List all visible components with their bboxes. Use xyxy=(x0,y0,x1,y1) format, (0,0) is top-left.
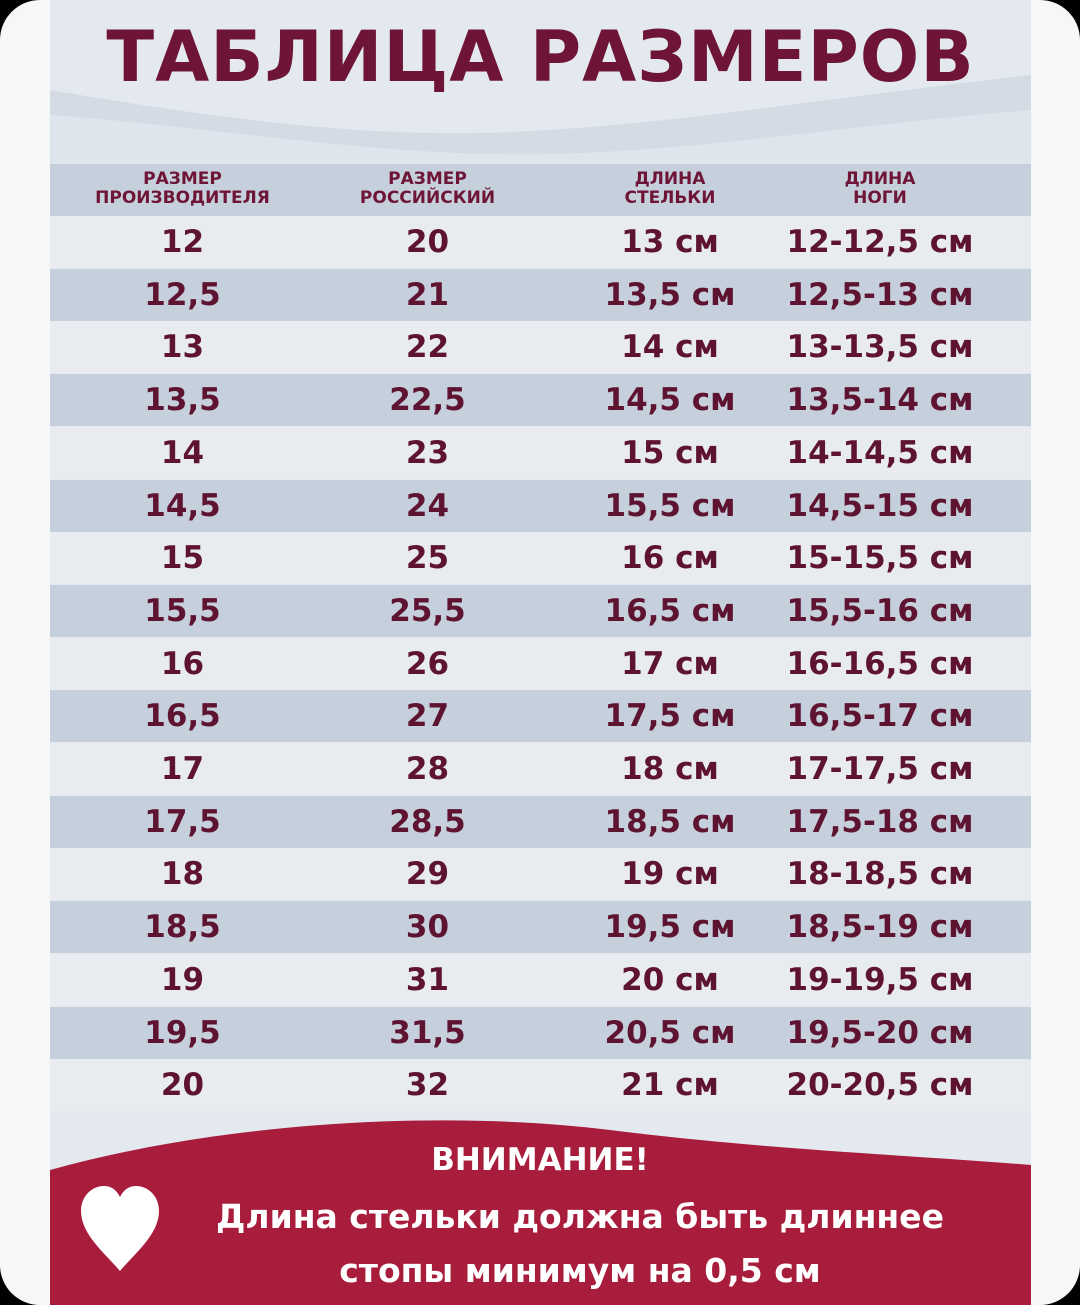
cell-manufacturer-size: 15,5 xyxy=(144,592,221,629)
cell-manufacturer-size: 15 xyxy=(160,540,205,577)
cell-manufacturer-size: 13 xyxy=(160,329,205,366)
cell-russian-size: 25,5 xyxy=(389,592,466,629)
cell-insole-length: 20,5 см xyxy=(604,1014,736,1051)
cell-insole-length: 13,5 см xyxy=(604,276,736,313)
cell-manufacturer-size: 14,5 xyxy=(144,487,221,524)
cell-russian-size: 31,5 xyxy=(389,1014,466,1051)
notice-line-2: стопы минимум на 0,5 см xyxy=(339,1251,821,1290)
table-row xyxy=(50,321,1031,373)
cell-manufacturer-size: 16 xyxy=(160,645,205,682)
table-row xyxy=(50,216,1031,268)
cell-foot-length: 15-15,5 см xyxy=(786,540,974,577)
cell-manufacturer-size: 17 xyxy=(160,751,205,787)
cell-foot-length: 14-14,5 см xyxy=(786,434,974,471)
cell-russian-size: 28 xyxy=(405,751,450,787)
table-row xyxy=(50,690,1031,742)
cell-manufacturer-size: 18,5 xyxy=(144,909,221,946)
cell-foot-length: 18-18,5 см xyxy=(786,856,974,893)
cell-russian-size: 27 xyxy=(405,698,450,735)
cell-insole-length: 21 см xyxy=(621,1067,719,1104)
notice-text xyxy=(160,1190,1000,1298)
table-row xyxy=(50,374,1031,426)
cell-manufacturer-size: 18 xyxy=(160,856,205,893)
cell-insole-length: 17 см xyxy=(621,645,719,682)
header-foot-length: ДЛИНА НОГИ xyxy=(844,169,916,208)
cell-russian-size: 24 xyxy=(405,487,450,524)
table-row xyxy=(50,585,1031,637)
cell-russian-size: 22 xyxy=(405,329,450,366)
table-row xyxy=(50,743,1031,795)
table-row xyxy=(50,1007,1031,1059)
cell-manufacturer-size: 12,5 xyxy=(144,276,221,313)
header-russian-size: РАЗМЕР РОССИЙСКИЙ xyxy=(359,169,496,208)
cell-foot-length: 13,5-14 см xyxy=(786,382,974,419)
table-row xyxy=(50,848,1031,900)
cell-insole-length: 19 см xyxy=(621,856,719,893)
cell-insole-length: 19,5 см xyxy=(604,909,736,946)
cell-insole-length: 18,5 см xyxy=(604,803,736,840)
table-row xyxy=(50,480,1031,532)
cell-foot-length: 12-12,5 см xyxy=(786,224,974,260)
cell-russian-size: 29 xyxy=(405,856,450,893)
cell-foot-length: 13-13,5 см xyxy=(786,329,974,366)
cell-foot-length: 19,5-20 см xyxy=(786,1014,974,1051)
cell-foot-length: 17-17,5 см xyxy=(786,751,974,787)
cell-foot-length: 15,5-16 см xyxy=(786,592,974,629)
cell-insole-length: 13 см xyxy=(621,224,719,260)
cell-russian-size: 22,5 xyxy=(389,382,466,419)
table-row xyxy=(50,901,1031,953)
size-chart-sheet xyxy=(50,0,1031,1305)
cell-insole-length: 14 см xyxy=(621,329,719,366)
notice-heading: ВНИМАНИЕ! xyxy=(431,1142,649,1178)
header-insole-length: ДЛИНА СТЕЛЬКИ xyxy=(624,169,716,208)
cell-insole-length: 18 см xyxy=(621,751,719,787)
cell-russian-size: 26 xyxy=(405,645,450,682)
cell-russian-size: 21 xyxy=(405,276,450,313)
cell-russian-size: 32 xyxy=(405,1067,450,1104)
cell-insole-length: 16 см xyxy=(621,540,719,577)
cell-foot-length: 20-20,5 см xyxy=(786,1067,974,1104)
cell-russian-size: 23 xyxy=(405,434,450,471)
cell-foot-length: 16-16,5 см xyxy=(786,645,974,682)
cell-russian-size: 20 xyxy=(405,224,450,260)
cell-manufacturer-size: 12 xyxy=(160,224,205,260)
cell-foot-length: 14,5-15 см xyxy=(786,487,974,524)
cell-insole-length: 16,5 см xyxy=(604,592,736,629)
cell-foot-length: 17,5-18 см xyxy=(786,803,974,840)
cell-manufacturer-size: 16,5 xyxy=(144,698,221,735)
cell-insole-length: 15,5 см xyxy=(604,487,736,524)
cell-manufacturer-size: 20 xyxy=(160,1067,205,1104)
cell-insole-length: 14,5 см xyxy=(604,382,736,419)
cell-russian-size: 31 xyxy=(405,961,450,998)
table-row xyxy=(50,1059,1031,1111)
cell-manufacturer-size: 19,5 xyxy=(144,1014,221,1051)
cell-manufacturer-size: 14 xyxy=(160,434,205,471)
cell-foot-length: 12,5-13 см xyxy=(786,276,974,313)
cell-foot-length: 19-19,5 см xyxy=(786,961,974,998)
cell-russian-size: 25 xyxy=(405,540,450,577)
cell-russian-size: 28,5 xyxy=(389,803,466,840)
heart-icon xyxy=(77,1183,163,1275)
cell-insole-length: 20 см xyxy=(621,961,719,998)
cell-manufacturer-size: 19 xyxy=(160,961,205,998)
table-row xyxy=(50,427,1031,479)
table-row xyxy=(50,796,1031,848)
cell-insole-length: 15 см xyxy=(621,434,719,471)
cell-foot-length: 18,5-19 см xyxy=(786,909,974,946)
table-row xyxy=(50,954,1031,1006)
table-row xyxy=(50,638,1031,690)
table-row xyxy=(50,532,1031,584)
cell-insole-length: 17,5 см xyxy=(604,698,736,735)
header-manufacturer-size: РАЗМЕР ПРОИЗВОДИТЕЛЯ xyxy=(95,169,270,208)
table-row xyxy=(50,269,1031,321)
page-title: ТАБЛИЦА РАЗМЕРОВ xyxy=(106,16,975,98)
cell-russian-size: 30 xyxy=(405,909,450,946)
cell-manufacturer-size: 17,5 xyxy=(144,803,221,840)
cell-manufacturer-size: 13,5 xyxy=(144,382,221,419)
table-header xyxy=(50,164,1031,216)
notice-line-1: Длина стельки должна быть длиннее xyxy=(216,1197,944,1236)
cell-foot-length: 16,5-17 см xyxy=(786,698,974,735)
